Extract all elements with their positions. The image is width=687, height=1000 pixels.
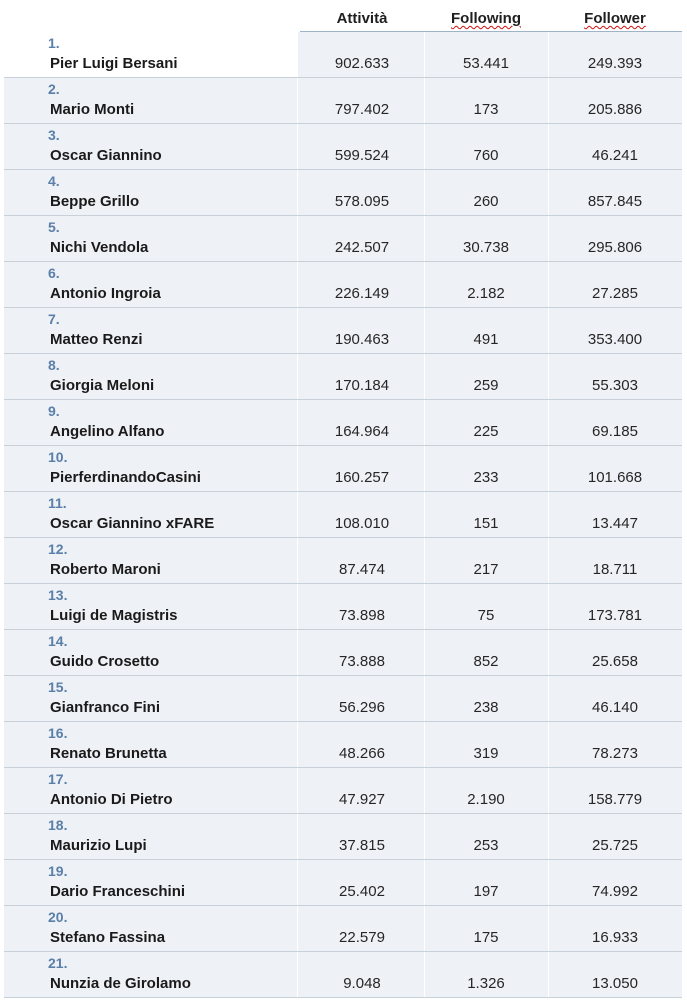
table-row: [4, 676, 682, 722]
name-cell: [4, 170, 298, 215]
table-row: [4, 538, 682, 584]
table-row: [4, 400, 682, 446]
politician-name: Beppe Grillo: [50, 193, 140, 210]
activity-value: 164.964: [334, 423, 390, 440]
name-cell: [4, 446, 298, 491]
follower-value: 55.303: [592, 377, 638, 394]
activity-value: 73.898: [339, 607, 385, 624]
activity-value: 73.888: [339, 653, 385, 670]
following-value: 217: [473, 561, 499, 578]
table-row: [4, 32, 682, 78]
rank-number: 10.: [48, 449, 68, 465]
name-cell: [4, 32, 298, 77]
name-cell: [4, 722, 298, 767]
rank-number: 3.: [48, 127, 60, 143]
follower-value: 25.725: [592, 837, 638, 854]
follower-value: 13.447: [592, 515, 638, 532]
politician-name: Dario Franceschini: [50, 883, 186, 900]
name-cell: [4, 262, 298, 307]
politician-name: Renato Brunetta: [50, 745, 167, 762]
rank-number: 11.: [48, 495, 67, 511]
table-row: [4, 860, 682, 906]
follower-value: 25.658: [592, 653, 638, 670]
table-row: [4, 814, 682, 860]
follower-value: 74.992: [592, 883, 638, 900]
name-cell: [4, 906, 298, 951]
following-value: 852: [473, 653, 499, 670]
following-value: 30.738: [463, 239, 509, 256]
following-value: 175: [473, 929, 499, 946]
politician-name: Giorgia Meloni: [50, 377, 155, 394]
politician-name: Nichi Vendola: [50, 239, 149, 256]
table-row: [4, 722, 682, 768]
follower-value: 78.273: [592, 745, 638, 762]
table-row: [4, 446, 682, 492]
rank-number: 4.: [48, 173, 60, 189]
rank-number: 17.: [48, 771, 68, 787]
follower-value: 46.241: [592, 147, 638, 164]
table-row: [4, 584, 682, 630]
table-row: [4, 124, 682, 170]
activity-value: 902.633: [334, 55, 390, 72]
rank-number: 12.: [48, 541, 68, 557]
table-row: [4, 492, 682, 538]
following-value: 238: [473, 699, 499, 716]
following-value: 173: [473, 101, 499, 118]
name-cell: [4, 676, 298, 721]
table-body: [4, 32, 682, 998]
activity-value: 797.402: [334, 101, 390, 118]
table-row: [4, 906, 682, 952]
follower-value: 205.886: [587, 101, 643, 118]
politician-name: Luigi de Magistris: [50, 607, 178, 624]
name-cell: [4, 538, 298, 583]
follower-value: 353.400: [587, 331, 643, 348]
name-cell: [4, 216, 298, 261]
table-row: [4, 768, 682, 814]
politician-name: Pier Luigi Bersani: [50, 55, 178, 72]
header-activity: Attività: [300, 6, 424, 32]
following-value: 319: [473, 745, 499, 762]
politician-name: Antonio Ingroia: [50, 285, 161, 302]
following-value: 1.326: [467, 975, 505, 992]
activity-value: 47.927: [339, 791, 385, 808]
rank-number: 8.: [48, 357, 60, 373]
follower-value: 16.933: [592, 929, 638, 946]
name-cell: [4, 400, 298, 445]
politician-name: Roberto Maroni: [50, 561, 161, 578]
activity-value: 56.296: [339, 699, 385, 716]
rank-number: 6.: [48, 265, 60, 281]
activity-value: 9.048: [343, 975, 381, 992]
following-value: 260: [473, 193, 499, 210]
name-cell: [4, 860, 298, 905]
name-cell: [4, 354, 298, 399]
follower-value: 173.781: [587, 607, 643, 624]
table-row: [4, 354, 682, 400]
activity-value: 22.579: [339, 929, 385, 946]
name-cell: [4, 952, 298, 997]
politician-name: Oscar Giannino xFARE: [50, 515, 215, 532]
name-cell: [4, 124, 298, 169]
activity-value: 108.010: [334, 515, 390, 532]
follower-value: 857.845: [587, 193, 643, 210]
rank-number: 16.: [48, 725, 68, 741]
name-cell: [4, 584, 298, 629]
rank-number: 20.: [48, 909, 68, 925]
politician-name: Matteo Renzi: [50, 331, 143, 348]
name-cell: [4, 308, 298, 353]
politician-name: Gianfranco Fini: [50, 699, 161, 716]
rank-number: 15.: [48, 679, 68, 695]
rank-number: 2.: [48, 81, 60, 97]
follower-value: 249.393: [587, 55, 643, 72]
table-row: [4, 78, 682, 124]
rank-number: 19.: [48, 863, 68, 879]
follower-value: 295.806: [587, 239, 643, 256]
name-cell: [4, 78, 298, 123]
rank-number: 13.: [48, 587, 68, 603]
activity-value: 48.266: [339, 745, 385, 762]
following-value: 253: [473, 837, 499, 854]
politician-name: Oscar Giannino: [50, 147, 162, 164]
follower-value: 101.668: [587, 469, 643, 486]
following-value: 233: [473, 469, 499, 486]
following-value: 491: [473, 331, 499, 348]
follower-value: 158.779: [587, 791, 643, 808]
politician-name: Stefano Fassina: [50, 929, 166, 946]
follower-value: 46.140: [592, 699, 638, 716]
table-row: [4, 170, 682, 216]
header-following: Following: [424, 6, 548, 32]
activity-value: 226.149: [334, 285, 390, 302]
follower-value: 69.185: [592, 423, 638, 440]
rank-number: 9.: [48, 403, 60, 419]
follower-value: 27.285: [592, 285, 638, 302]
table-row: [4, 952, 682, 998]
following-value: 53.441: [463, 55, 509, 72]
activity-value: 25.402: [339, 883, 385, 900]
rank-number: 18.: [48, 817, 68, 833]
follower-value: 13.050: [592, 975, 638, 992]
following-value: 75: [477, 607, 495, 624]
rank-number: 5.: [48, 219, 60, 235]
name-cell: [4, 768, 298, 813]
table-header: [300, 6, 682, 32]
activity-value: 87.474: [339, 561, 385, 578]
table-row: [4, 216, 682, 262]
following-value: 151: [473, 515, 499, 532]
politician-name: Maurizio Lupi: [50, 837, 147, 854]
activity-value: 578.095: [334, 193, 390, 210]
activity-value: 170.184: [334, 377, 390, 394]
politician-name: Angelino Alfano: [50, 423, 165, 440]
following-value: 2.182: [467, 285, 505, 302]
table-row: [4, 308, 682, 354]
following-value: 225: [473, 423, 499, 440]
rank-number: 1.: [48, 35, 60, 51]
table-row: [4, 262, 682, 308]
politician-name: Nunzia de Girolamo: [50, 975, 191, 992]
rank-number: 14.: [48, 633, 68, 649]
name-cell: [4, 814, 298, 859]
activity-value: 160.257: [334, 469, 390, 486]
politician-name: Mario Monti: [50, 101, 135, 118]
following-value: 2.190: [467, 791, 505, 808]
table-row: [4, 630, 682, 676]
activity-value: 37.815: [339, 837, 385, 854]
rank-number: 21.: [48, 955, 68, 971]
following-value: 197: [473, 883, 499, 900]
activity-value: 242.507: [334, 239, 390, 256]
header-follower: Follower: [548, 6, 682, 32]
name-cell: [4, 492, 298, 537]
activity-value: 599.524: [334, 147, 390, 164]
name-cell: [4, 630, 298, 675]
politician-name: Antonio Di Pietro: [50, 791, 173, 808]
follower-value: 18.711: [592, 561, 638, 578]
activity-value: 190.463: [334, 331, 390, 348]
following-value: 760: [473, 147, 499, 164]
following-value: 259: [473, 377, 499, 394]
politician-name: PierferdinandoCasini: [50, 469, 201, 486]
rank-number: 7.: [48, 311, 60, 327]
politician-name: Guido Crosetto: [50, 653, 160, 670]
